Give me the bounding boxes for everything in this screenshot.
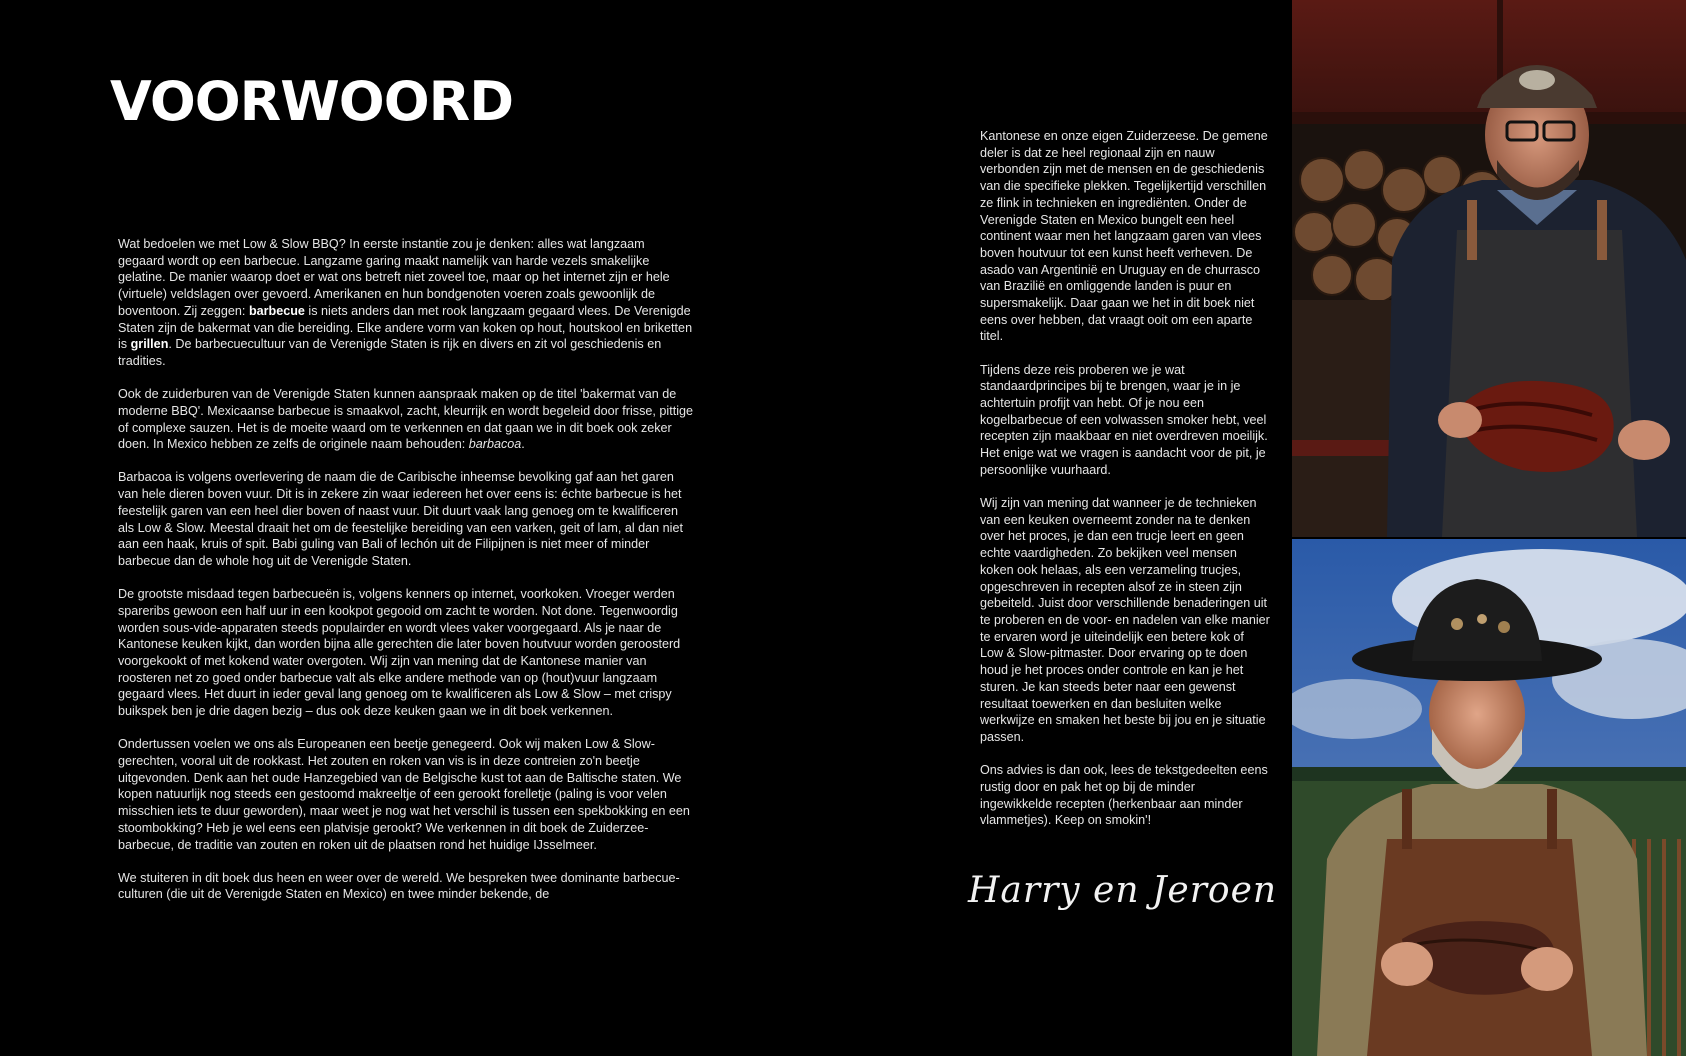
photo-man-with-ribs-image <box>1292 0 1686 537</box>
right-text-column <box>980 128 1270 845</box>
photo-man-with-cowboy-hat-image <box>1292 539 1686 1056</box>
italic-term-barbacoa: barbacoa <box>468 437 522 452</box>
paragraph-6: We stuiteren in dit boek dus heen en weer over de wereld. We bespreken twee dominante barbecue-culturen (die uit de Verenigde Staten en Mexico) en twee minder bekende, de <box>118 870 680 902</box>
left-text-column <box>118 236 693 920</box>
page-title: VOORWOORD <box>110 70 514 133</box>
paragraph-9: Wij zijn van mening dat wanneer je de technieken van een keuken overneemt zonder na te denken over het proces, je dan een trucje leert en geen echte vaardigheden. Zo bekijken veel mensen koken ook helaas, als een verzameling trucjes, opgeschreven in recepten alsof ze in steen zijn gebeiteld. Juist door verschillende benaderingen uit te proberen en de voor- en nadelen van elke manier te ervaren word je uiteindelijk een betere kok of Low & Slow-pitmaster. Door ervaring op te doen houd je het proces onder controle en kan je het sturen. Je kan steeds beter naar een gewenst resultaat toewerken en dan besluiten welke werkwijze en smaken het beste bij jou en je situatie passen. <box>980 496 1270 744</box>
photo-man-with-cowboy-hat <box>1292 539 1686 1056</box>
paragraph-3: Barbacoa is volgens overlevering de naam die de Caribische inheemse bevolking gaf aan het garen van hele dieren boven vuur. Dit is in zekere zin waar iedereen het over eens is: échte barbecue is het feestelijk garen van een heel dier boven of naast vuur. Dit duurt vaak lang genoeg om te kwalificeren als Low & Slow. Meestal draait het om de feestelijke bereiding van een varken, geit of lam, al dan niet aan een haak, kruis of spit. Babi guling van Bali of lechón uit de Filipijnen is niet meer of minder barbecue dan de whole hog uit de Verenigde Staten. <box>118 470 683 568</box>
paragraph-2: Ook de zuiderburen van de Verenigde Staten kunnen aanspraak maken op de titel 'bakermat van de moderne BBQ'. Mexicaanse barbecue is smaakvol, zacht, kleurrijk en wordt begeleid door frisse, pittige of complexe sauzen. Het is de moeite waard om te verkennen en dat gaan we in dit boek ook zeker doen. In Mexico hebben ze zelfs de originele naam behouden: barbacoa. <box>118 387 693 452</box>
bold-term-grillen: grillen <box>130 337 169 352</box>
paragraph-4: De grootste misdaad tegen barbecueën is, volgens kenners op internet, voorkoken. Vroeger werden spareribs gewoon een half uur in een kookpot gegooid om zacht te worden. Not done. Tegenwoordig worden sous-vide-apparaten steeds populairder en wordt vlees vaker voorgegaard. Als je naar de Kantonese keuken kijkt, dan worden bijna alle gerechten die later boven houtvuur worden geroosterd voorgekookt of met kokend water overgoten. Wij zijn van mening dat de Kantonese manier van roosteren net zo goed onder barbecue valt als elke andere methode van op (hout)vuur langzaam gegaard vlees. Het duurt in ieder geval lang genoeg om te kwalificeren als Low & Slow – met crispy buikspek ben je drie dagen bezig – dus ook deze keuken gaan we in dit boek verkennen. <box>118 587 681 719</box>
photo-man-with-ribs <box>1292 0 1686 537</box>
paragraph-8: Tijdens deze reis proberen we je wat standaardprincipes bij te brengen, waar je in je achtertuin profijt van hebt. Of je nou een kogelbarbecue of een volwassen smoker hebt, veel recepten zijn maakbaar en niet overdreven moeilijk. Het enige wat we vragen is aandacht voor de pit, je persoonlijke vuurhaard. <box>980 362 1268 477</box>
paragraph-1: Wat bedoelen we met Low & Slow BBQ? In eerste instantie zou je denken: alles wat langzaam gegaard wordt op een barbecue. Langzame garing maakt namelijk van harde vezels smakelijke gelatine. De manier waarop doet er wat ons betreft niet zoveel toe, maar op het internet zijn er hele (virtuele) veldslagen over gevoerd. Amerikanen en hun bondgenoten voeren zoals gewoonlijk de boventoon. Zij zeggen: barbecue is niets anders dan met rook langzaam gegaard vlees. De Verenigde Staten zijn de bakermat van die bereiding. Elke andere vorm van koken op hout, houtskool en briketten is grillen. De barbecuecultuur van de Verenigde Staten is rijk en divers en zit vol geschiedenis en tradities. <box>118 237 693 368</box>
paragraph-10: Ons advies is dan ook, lees de tekstgedeelten eens rustig door en pak het op bij de minder ingewikkelde recepten (herkenbaar aan minder vlammetjes). Keep on smokin'! <box>980 763 1268 828</box>
paragraph-5: Ondertussen voelen we ons als Europeanen een beetje genegeerd. Ook wij maken Low & Slow-gerechten, vooral uit de rookkast. Het zouten en roken van vis is in deze contreien zo'n beetje uitgevonden. Denk aan het oude Hanzegebied van de Belgische kust tot aan de Baltische staten. We kopen natuurlijk nog steeds een gestoomd makreeltje of een gerookt forelletje (paling is voor velen misschien iets te duur geworden), maar weet je nog wat het verschil is tussen een spekbokking en een stoombokking? Heb je wel eens een platvisje gerookt? We verkennen in dit boek de Zuiderzee-barbecue, de traditie van zouten en roken uit de plaatsen rond het huidige IJsselmeer. <box>118 737 690 852</box>
bold-term-barbecue: barbecue <box>248 303 305 318</box>
handwritten-signature: Harry en Jeroen <box>968 870 1278 911</box>
paragraph-7: Kantonese en onze eigen Zuiderzeese. De gemene deler is dat ze heel regionaal zijn en nauw verbonden zijn met de mensen en de geschiedenis van die specifieke plekken. Tegelijkertijd verschillen ze flink in technieken en ingrediënten. Onder de Verenigde Staten en Mexico bungelt een heel continent waar men het langzaam garen van vlees boven houtvuur tot een kunst heeft verheven. De asado van Argentinië en Uruguay en de churrasco van Brazilië en omliggende landen is puur en supersmakelijk. Daar gaan we het in dit boek niet eens over hebben, dat vraagt ooit om een aparte titel. <box>980 129 1268 344</box>
